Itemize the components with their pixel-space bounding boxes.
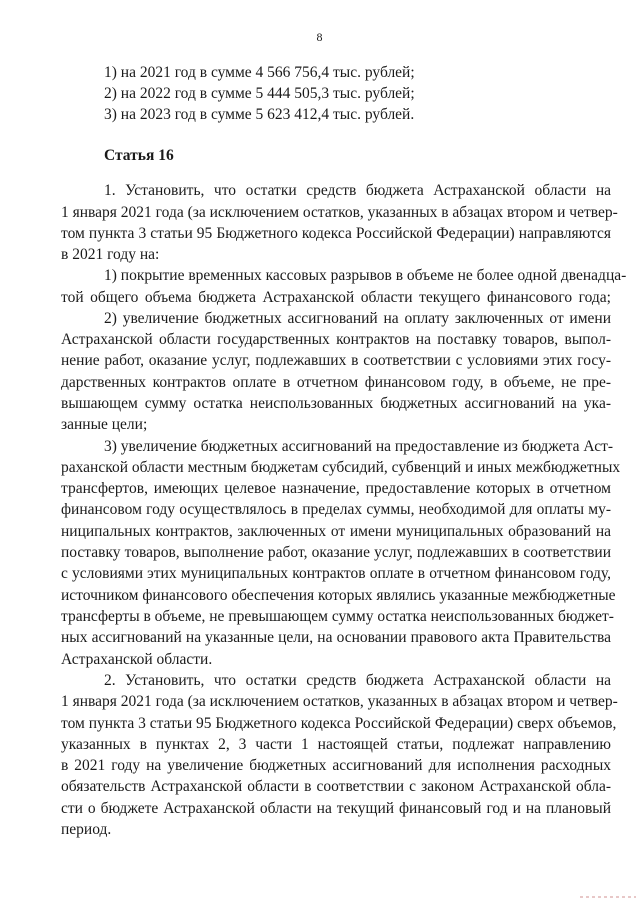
body-line: 3) увеличение бюджетных ассигнований на предоставление из бюджета Аст-: [104, 438, 614, 455]
body-line: ных ассигнований на указанные цели, на основании правового акта Правительства: [61, 629, 611, 646]
body-line: период.: [61, 821, 112, 838]
body-line: указанных в пунктах 2, 3 части 1 настоящей статьи, подлежат направлению: [61, 736, 611, 753]
article-heading: Статья 16: [104, 147, 174, 164]
body-line: 1 января 2021 года (за исключением остатков, указанных в абзацах втором и четвер-: [61, 693, 618, 710]
body-line: трансферты в объеме, не превышающем сумму остатка неиспользованных бюджет-: [61, 608, 614, 625]
body-line: 2. Установить, что остатки средств бюджета Астраханской области на: [104, 672, 611, 689]
body-line: Астраханской области государственных контрактов на поставку товаров, выпол-: [61, 331, 611, 348]
body-line: 1. Установить, что остатки средств бюджета Астраханской области на: [104, 182, 611, 199]
body-line: обязательств Астраханской области в соответствии с законом Астраханской обла-: [61, 778, 611, 795]
page-number: 8: [316, 30, 323, 44]
body-line: источником финансового обеспечения которых являлись указанные межбюджетные: [61, 587, 616, 604]
body-line: дарственных контрактов оплате в отчетном финансовом году, в объеме, не пре-: [61, 374, 611, 391]
body-line: том пункта 3 статьи 95 Бюджетного кодекса Российской Федерации) сверх объемов,: [61, 715, 617, 732]
body-line: нение работ, оказание услуг, подлежавших в соответствии с условиями этих госу-: [61, 352, 611, 369]
body-line: сти о бюджете Астраханской области на текущий финансовый год и на плановый: [61, 800, 611, 817]
body-line: том пункта 3 статьи 95 Бюджетного кодекса Российской Федерации) направляются: [61, 225, 611, 242]
body-line: ниципальных контрактов, заключенных от имени муниципальных образований на: [61, 523, 611, 540]
body-line: вышающем сумму остатка неиспользованных бюджетных ассигнований на ука-: [61, 395, 611, 412]
body-line: трансфертов, имеющих целевое назначение, предоставление которых в отчетном: [61, 480, 611, 497]
list-item-2023: 3) на 2023 год в сумме 5 623 412,4 тыс. рублей.: [104, 106, 415, 123]
body-line: с условиями этих муниципальных контрактов оплате в отчетном финансовом году,: [61, 565, 611, 582]
body-line: финансовом году осуществлялось в пределах суммы, необходимой для оплаты му-: [61, 501, 611, 518]
scan-edge-mark: [580, 896, 636, 898]
body-line: Астраханской области.: [61, 651, 213, 668]
list-item-2022: 2) на 2022 год в сумме 5 444 505,3 тыс. рублей;: [104, 85, 415, 102]
list-item-2021: 1) на 2021 год в сумме 4 566 756,4 тыс. рублей;: [104, 64, 415, 81]
body-line: 1 января 2021 года (за исключением остатков, указанных в абзацах втором и четвер-: [61, 204, 618, 221]
body-line: раханской области местным бюджетам субсидий, субвенций и иных межбюджетных: [61, 459, 621, 476]
body-line: той общего объема бюджета Астраханской области текущего финансового года;: [61, 289, 611, 306]
body-line: в 2021 году на:: [61, 246, 160, 263]
body-line: 2) увеличение бюджетных ассигнований на оплату заключенных от имени: [104, 310, 611, 327]
body-line: 1) покрытие временных кассовых разрывов в объеме не более одной двенадца-: [104, 267, 627, 284]
body-line: в 2021 году на увеличение бюджетных ассигнований для исполнения расходных: [61, 757, 611, 774]
body-line: занные цели;: [61, 416, 148, 433]
body-line: поставку товаров, выполнение работ, оказание услуг, подлежавших в соответствии: [61, 544, 611, 561]
